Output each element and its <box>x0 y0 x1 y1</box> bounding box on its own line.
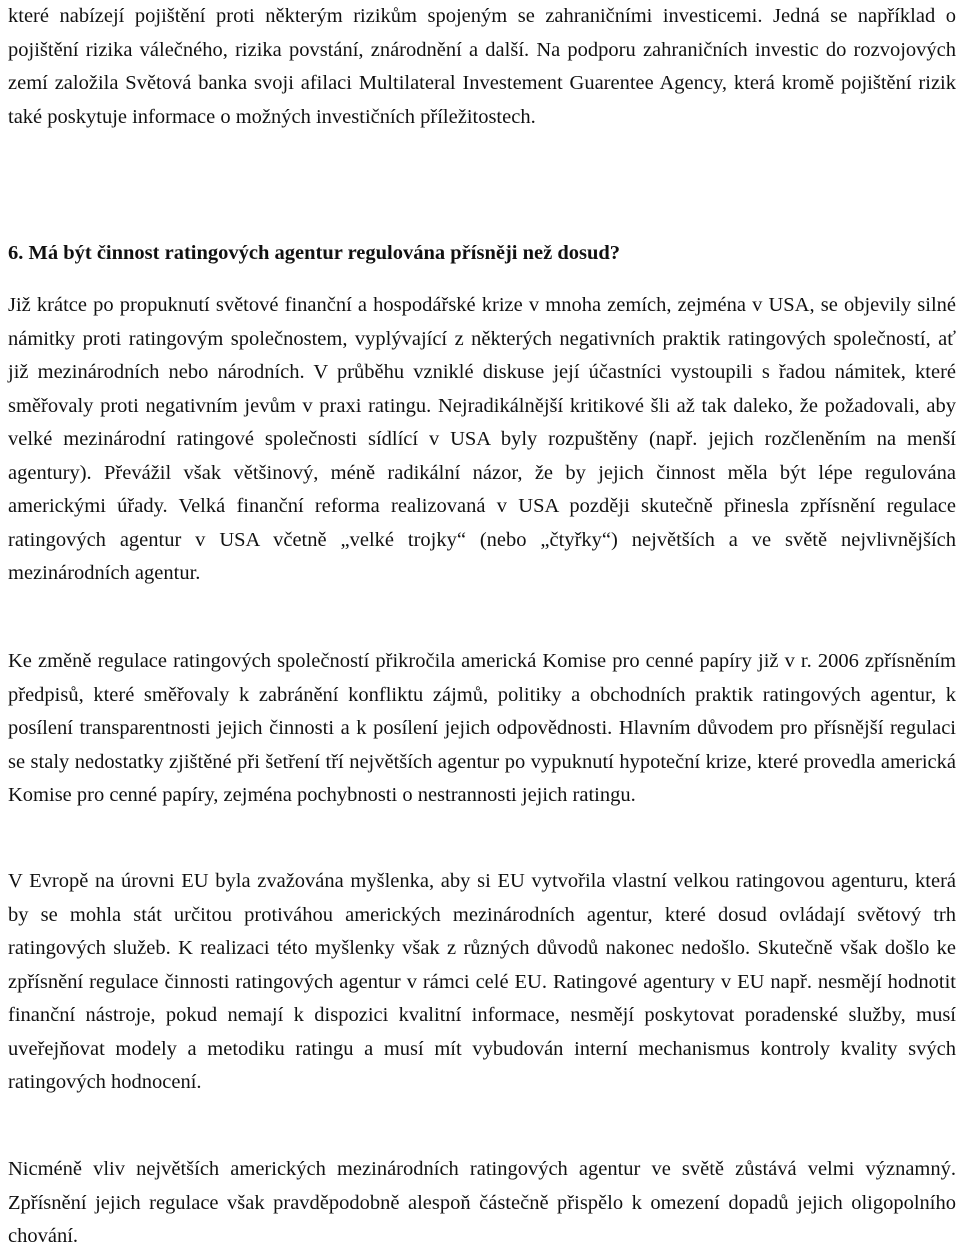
body-paragraph-4: Nicméně vliv největších amerických mezinárodních ratingových agentur ve světě zůstává velmi významný. Zpřísnění jejich regulace však pravděpodobně alespoň částečně přispělo k omezení dopadů jejich oligopolního chování. <box>8 1158 956 1247</box>
intro-paragraph: které nabízejí pojištění proti některým rizikům spojeným se zahraničními investicemi. Jedná se například o pojištění rizika válečného, rizika povstání, znárodnění a další. Na podporu zahraničních investic do rozvojových zemí založila Světová banka svoji afilaci Multilateral Investement Guarentee Agency, která kromě pojištění rizik také poskytuje informace o možných investičních příležitostech. <box>8 5 956 128</box>
body-paragraph-2: Ke změně regulace ratingových společností přikročila americká Komise pro cenné papíry již v r. 2006 zpřísněním předpisů, které směřovaly k zabránění konfliktu zájmů, politiky a obchodních praktik ratingových agentur, k posílení transparentnosti jejich činnosti a k posílení jejich odpovědnosti. Hlavním důvodem pro přísnější regulaci se staly nedostatky zjištěné při šetření tří největších agentur po vypuknutí hypoteční krize, které provedla americká Komise pro cenné papíry, zejména pochybnosti o nestrannosti jejich ratingu. <box>8 650 956 806</box>
body-paragraph-1: Již krátce po propuknutí světové finanční a hospodářské krize v mnoha zemích, zejména v USA, se objevily silné námitky proti ratingovým společnostem, vyplývající z některých negativních praktik ratingových společností, ať již mezinárodních nebo národních. V průběhu vzniklé diskuse její účastníci vystoupili s řadou námitek, které směřovaly proti negativním jevům v praxi ratingu. Nejradikálnější kritikové šli až tak daleko, že požadovali, aby velké mezinárodní ratingové společnosti sídlící v USA byly rozpuštěny (např. jejich rozčleněním na menší agentury). Převážil však většinový, méně radikální názor, že by jejich činnost měla být lépe regulována americkými úřady. Velká finanční reforma realizovaná v USA později skutečně přinesla zpřísnění regulace ratingových agentur v USA včetně „velké trojky“ (nebo „čtyřky“) největších a ve světě nejvlivnějších mezinárodních agentur. <box>8 294 956 584</box>
body-paragraph-3: V Evropě na úrovni EU byla zvažována myšlenka, aby si EU vytvořila vlastní velkou ratingovou agenturu, která by se mohla stát určitou protiváhou amerických mezinárodních agentur, které dosud ovládají světový trh ratingových služeb. K realizaci této myšlenky však z různých důvodů nakonec nedošlo. Skutečně však došlo ke zpřísnění regulace činnosti ratingových agentur v rámci celé EU. Ratingové agentury v EU např. nesmějí hodnotit finanční nástroje, pokud nemají k dispozici kvalitní informace, nesmějí poskytovat poradenské služby, musí uveřejňovat modely a metodiku ratingu a musí mít vybudován interní mechanismus kontroly kvality svých ratingových hodnocení. <box>8 870 956 1093</box>
section-heading: 6. Má být činnost ratingových agentur regulována přísněji než dosud? <box>8 242 621 264</box>
